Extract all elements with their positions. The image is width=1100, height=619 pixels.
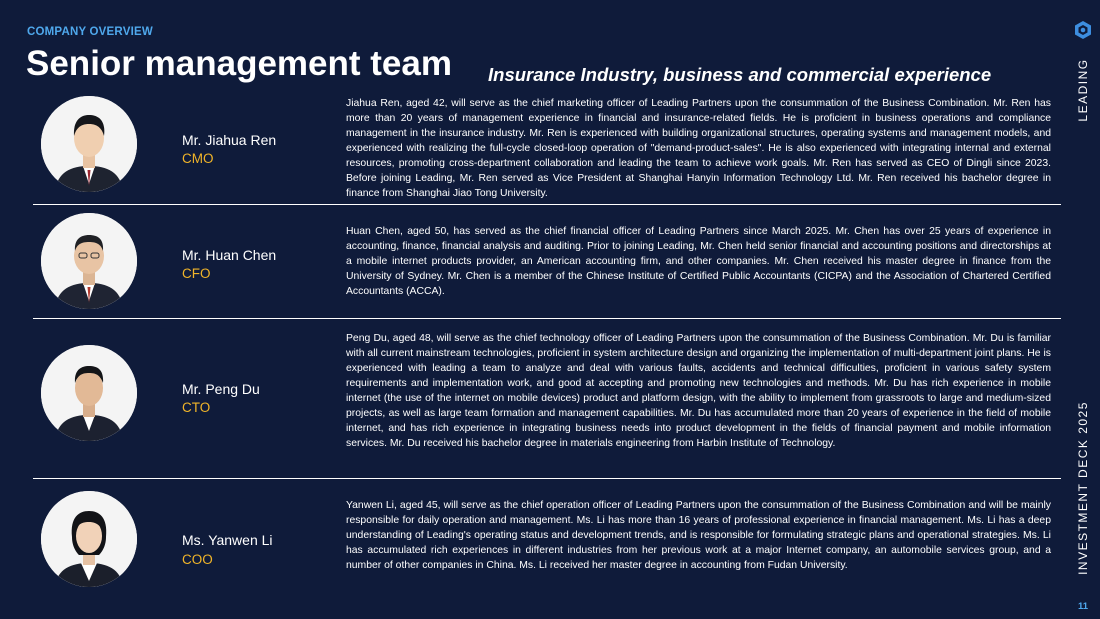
avatar — [41, 345, 137, 441]
member-name: Mr. Jiahua Ren — [182, 132, 277, 148]
member-bio: Peng Du, aged 48, will serve as the chief technology officer of Leading Partners upon the consummation of the Business Combination. Mr. Du is familiar with all current mainstream technologies, proficient in system architecture design and organizing the implementation of multi-department joint plans. He is experienced with leading a team to analyze and deal with various faults, accidents and technical difficulties, proficient in various safety system requirements and implementation work, and good at accepting and promoting new technologies and methods. Mr. Du has rich experience in mobile internet (the use of the internet on mobile devices) product and platform design, with the ability to implement from grassroots to large and medium-sized projects, as well as large team formation and management capabilities. Mr. Du has accumulated more than 20 years of experience in the field of mobile internet, and has rich experience in integrating business needs into product development in the fields of financial payment and mobile information services. Mr. Du received his bachelor degree in materials engineering from Harbin Institute of Technology. — [346, 333, 1051, 449]
brand-wordmark: LEADING — [1076, 58, 1090, 122]
avatar — [41, 96, 137, 192]
hexagon-logo-icon — [1073, 20, 1093, 40]
divider — [33, 204, 1061, 205]
page-title: Senior management team — [26, 44, 452, 83]
avatar — [41, 491, 137, 587]
divider — [33, 318, 1061, 319]
member-bio: Huan Chen, aged 50, has served as the chief financial officer of Leading Partners since March 2025. Mr. Chen has over 25 years of experience in accounting, finance, financial analysis and auditing. Prior to joining Leading, Mr. Chen held senior financial and accounting positions and directorships at a mobile internet products provider, an American accounting firm, and other companies. Mr. Chen received his master degree in finance from the University of Sydney. Mr. Chen is a member of the Chinese Institute of Certified Public Accountants (CICPA) and the Association of Chartered Certified Accountants (ACCA). — [346, 226, 1051, 297]
member-role: CTO — [182, 400, 211, 415]
member-name: Ms. Yanwen Li — [182, 532, 273, 548]
member-role: COO — [182, 552, 213, 567]
divider — [33, 478, 1061, 479]
member-bio: Yanwen Li, aged 45, will serve as the chief operation officer of Leading Partners upon the consummation of the Business Combination and will be mainly responsible for daily operation and management. Ms. Li has more than 16 years of professional experience in financial management. Ms. Li has a deep understanding of Leading's operating status and development trends, and is responsible for formulating strategic plans and operational strategies. Ms. Li has accumulated rich experiences in different industries from her previous work at a major Internet company, an automobile services group, and a number of other companies in China. Ms. Li received her master degree in accounting from Fudan University. — [346, 500, 1051, 571]
member-role: CFO — [182, 266, 211, 281]
member-name: Mr. Huan Chen — [182, 247, 277, 263]
member-role: CMO — [182, 151, 214, 166]
member-bio: Jiahua Ren, aged 42, will serve as the chief marketing officer of Leading Partners upon the consummation of the Business Combination. Mr. Ren has more than 20 years of management experience in financial and insurance-related fields. He is proficient in business operations and compliance management in the insurance industry. Mr. Ren is experienced with building organizational structures, operating systems and management models, and experienced with realizing the full-cycle closed-loop operation of "demand-product-sales". He is also experienced with integrating internal and external resources, promoting cross-department collaboration and leading the team to achieve work goals. Mr. Ren has served as CEO of Dingli since 2023. Before joining Leading, Mr. Ren served as Vice President at Shanghai Hanyin Information Technology Ltd. Mr. Ren received his bachelor degree in finance from Shanghai Jiao Tong University. — [346, 98, 1051, 199]
section-eyebrow: COMPANY OVERVIEW — [27, 26, 153, 38]
member-name: Mr. Peng Du — [182, 381, 260, 397]
deck-label: INVESTMENT DECK 2025 — [1076, 400, 1090, 575]
page-number: 11 — [1078, 601, 1089, 612]
page-subtitle: Insurance Industry, business and commercial experience — [488, 64, 992, 85]
avatar — [41, 213, 137, 309]
